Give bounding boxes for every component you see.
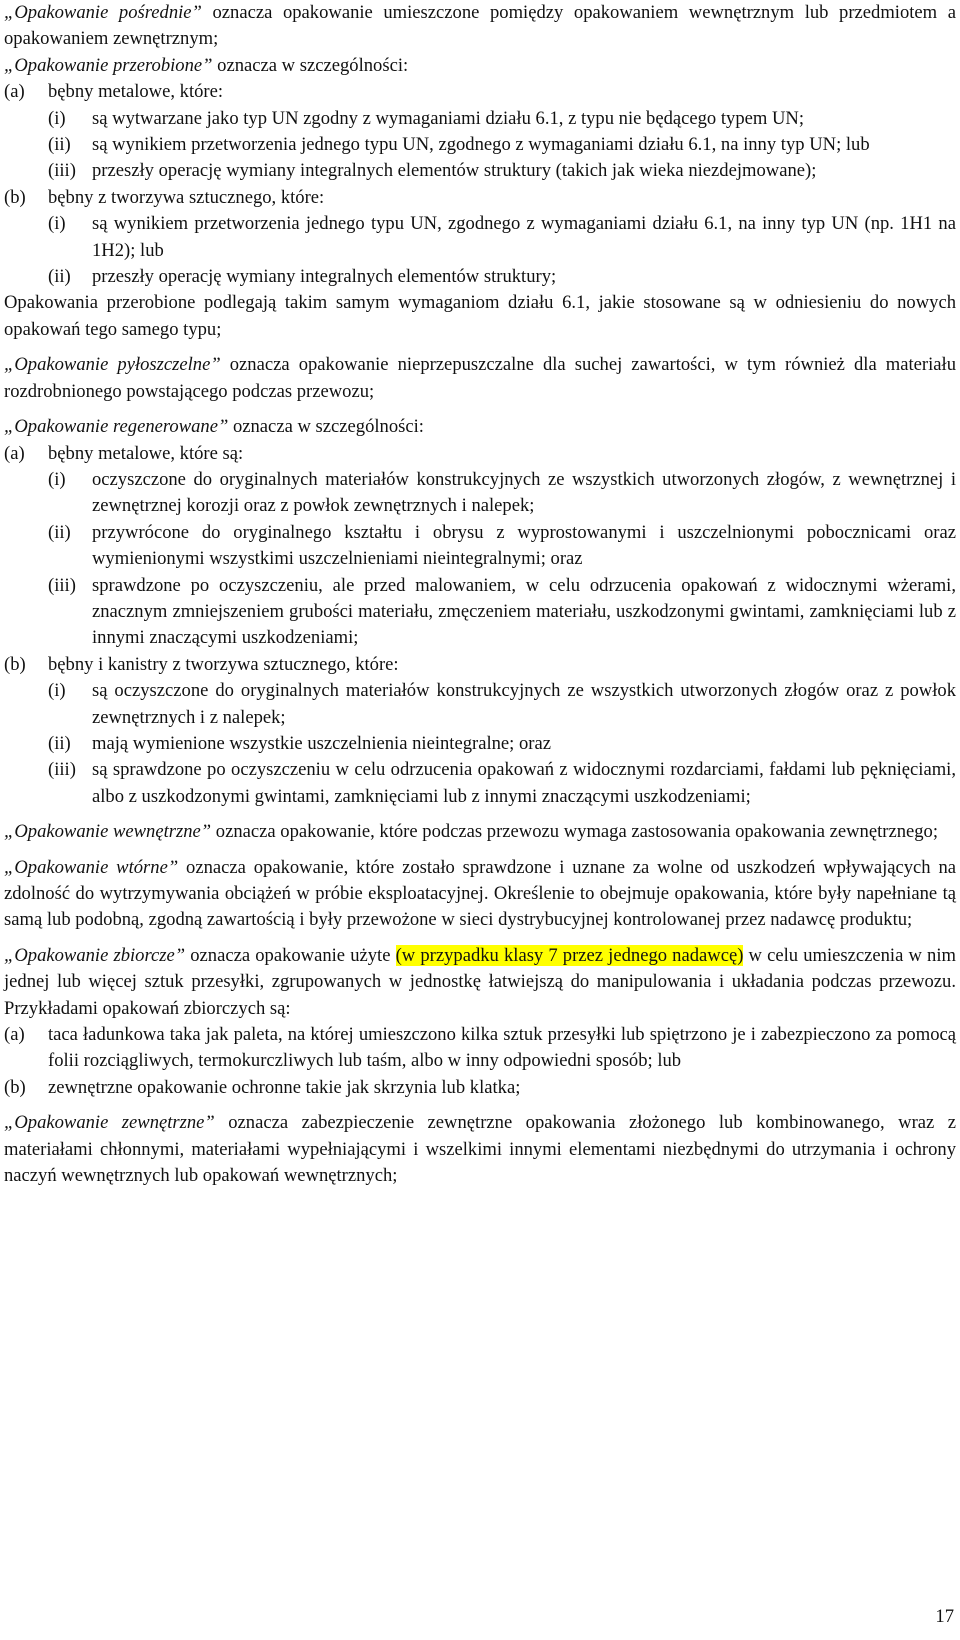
definition-text: oznacza w szczególności: — [212, 54, 409, 76]
item-label: (a) — [4, 1024, 25, 1046]
list-item — [4, 79, 956, 105]
term: „Opakowanie zbiorcze” — [4, 944, 186, 966]
item-text: mają wymienione wszystkie uszczelnienia nieintegralne; oraz — [92, 732, 551, 754]
item-text: są oczyszczone do oryginalnych materiałów konstrukcyjnych ze wszystkich utworzonych złogów oraz z powłok zewnętrznych i z nalepek; — [92, 680, 956, 728]
term: „Opakowanie wewnętrzne” — [4, 821, 212, 843]
definition-regenerowane — [4, 414, 956, 440]
item-label: (i) — [48, 468, 66, 490]
list-item — [4, 441, 956, 467]
definition-text: oznacza zabezpieczenie zewnętrzne opakowania złożonego lub kombinowanego, wraz z materiałami chłonnymi, materiałami wypełniającymi i wszelkimi innymi elementami niezbędnymi do utrzymania i ochrony naczyń wewnętrznych lub opakowań wewnętrznych; — [4, 1112, 956, 1187]
list-item — [4, 1022, 956, 1075]
item-label: (iii) — [48, 574, 76, 596]
sub-list-item — [4, 132, 956, 158]
definition-text: oznacza opakowanie, które zostało sprawdzone i uznane za wolne od uszkodzeń wpływających na zdolność do wytrzymywania obciążeń w próbie eksploatacyjnej. Określenie to obejmuje opakowania, które były napełniane tą samą lub podobną, zgodną zawartością i były przewożone w sieci dystrybucyjnej kontrolowanej przez nadawcę produktu; — [4, 856, 956, 931]
item-text: bębny z tworzywa sztucznego, które: — [48, 186, 325, 208]
definition-text-continued: w celu umieszczenia w nim jednej lub więcej sztuk przesyłki, zgrupowanych w jednostkę łatwiejszą do manipulowania i układania podczas przewozu. Przykładami opakowań zbiorczych są: — [4, 944, 956, 1019]
item-text: sprawdzone po oczyszczeniu, ale przed malowaniem, w celu odrzucenia opakowań z widocznymi wżerami, znacznym zmniejszeniem grubości materiału, zmęczeniem materiału, uszkodzonymi gwintami, zamknięciami lub z innymi znaczącymi uszkodzeniami; — [92, 574, 956, 649]
sub-list-item — [4, 757, 956, 810]
item-label: (iii) — [48, 759, 76, 781]
item-label: (ii) — [48, 134, 71, 156]
sub-list-item — [4, 467, 956, 520]
paragraph-tail: Opakowania przerobione podlegają takim samym wymaganiom działu 6.1, jakie stosowane są w odniesieniu do nowych opakowań tego samego typu; — [4, 292, 956, 340]
item-label: (b) — [4, 186, 26, 208]
term: „Opakowanie przerobione” — [4, 54, 213, 76]
definition-text: oznacza w szczególności: — [228, 416, 424, 438]
definition-pyloszczelne — [4, 352, 956, 405]
item-label: (iii) — [48, 160, 76, 182]
definition-przerobione — [4, 53, 956, 79]
sub-list-item — [4, 678, 956, 731]
definition-text: oznacza opakowanie nieprzepuszczalne dla suchej zawartości, w tym również dla materiału rozdrobnionego powstającego podczas przewozu; — [4, 354, 956, 402]
highlighted-text: (w przypadku klasy 7 przez jednego nadawcę) — [395, 944, 744, 966]
list-item — [4, 185, 956, 211]
term: „Opakowanie regenerowane” — [4, 416, 229, 438]
item-label: (ii) — [48, 732, 71, 754]
item-text: przeszły operację wymiany integralnych elementów struktury; — [92, 266, 557, 288]
item-text: są sprawdzone po oczyszczeniu w celu odrzucenia opakowań z widocznymi rozdarciami, fałdami lub pęknięciami, albo z uszkodzonymi gwintami, zamknięciami lub z innymi znaczącymi uszkodzeniami; — [92, 759, 956, 807]
definition-text: oznacza opakowanie, które podczas przewozu wymaga zastosowania opakowania zewnętrznego; — [211, 821, 939, 843]
item-label: (a) — [4, 81, 25, 103]
item-text: bębny metalowe, które: — [48, 81, 224, 103]
item-text: są wynikiem przetworzenia jednego typu UN, zgodnego z wymaganiami działu 6.1, na inny typ UN; lub — [92, 134, 870, 156]
item-label: (i) — [48, 107, 66, 129]
term: „Opakowanie pośrednie” — [4, 2, 202, 23]
sub-list-item — [4, 211, 956, 264]
item-text: oczyszczone do oryginalnych materiałów konstrukcyjnych ze wszystkich utworzonych złogów, z wewnętrznej i zewnętrznej korozji oraz z powłok zewnętrznych i nalepek; — [92, 468, 956, 517]
item-text: są wytwarzane jako typ UN zgodny z wymaganiami działu 6.1, z typu nie będącego typem UN; — [92, 107, 805, 129]
page-number: 17 — [935, 1606, 954, 1627]
item-label: (i) — [48, 680, 66, 702]
item-label: (i) — [48, 213, 66, 235]
sub-list-item — [4, 106, 956, 132]
document-body — [4, 0, 956, 1189]
item-label: (b) — [4, 1076, 26, 1098]
term: „Opakowanie zewnętrzne” — [4, 1112, 215, 1134]
item-label: (b) — [4, 653, 26, 675]
definition-wewnetrzne — [4, 819, 956, 845]
item-text: zewnętrzne opakowanie ochronne takie jak skrzynia lub klatka; — [48, 1076, 521, 1098]
item-text: są wynikiem przetworzenia jednego typu UN, zgodnego z wymaganiami działu 6.1, na inny typ UN (np. 1H1 na 1H2); lub — [92, 213, 956, 261]
list-item — [4, 652, 956, 678]
sub-list-item — [4, 573, 956, 652]
definition-zewnetrzne — [4, 1110, 956, 1189]
item-text: taca ładunkowa taka jak paleta, na której umieszczono kilka sztuk przesyłki lub spiętrzono je i zabezpieczono za pomocą folii rozciągliwych, termokurczliwych lub taśm, albo w inny odpowiedni sposób; lub — [48, 1024, 956, 1072]
term: „Opakowanie wtórne” — [4, 856, 179, 878]
item-label: (ii) — [48, 266, 71, 288]
item-text: bębny i kanistry z tworzywa sztucznego, które: — [48, 653, 399, 675]
item-text: przywrócone do oryginalnego kształtu i obrysu z wyprostowanymi i uszczelnionymi pobocznicami oraz wymienionymi wszystkimi uszczelnieniami nieintegralnymi; oraz — [92, 521, 956, 570]
term: „Opakowanie pyłoszczelne” — [4, 354, 221, 376]
sub-list-item — [4, 520, 956, 573]
definition-posrednie — [4, 0, 956, 53]
definition-text: oznacza opakowanie umieszczone pomiędzy opakowaniem wewnętrznym lub przedmiotem a opakowaniem zewnętrznym; — [4, 2, 956, 50]
item-text: bębny metalowe, które są: — [48, 442, 244, 464]
item-text: przeszły operację wymiany integralnych elementów struktury (takich jak wieka niezdejmowane); — [92, 160, 817, 182]
sub-list-item — [4, 158, 956, 184]
definition-wtorne — [4, 855, 956, 934]
item-label: (ii) — [48, 521, 71, 543]
sub-list-item — [4, 264, 956, 290]
list-item — [4, 1075, 956, 1101]
sub-list-item — [4, 731, 956, 757]
definition-zbiorcze — [4, 943, 956, 1022]
item-label: (a) — [4, 442, 25, 464]
definition-text: oznacza opakowanie użyte — [185, 944, 396, 966]
